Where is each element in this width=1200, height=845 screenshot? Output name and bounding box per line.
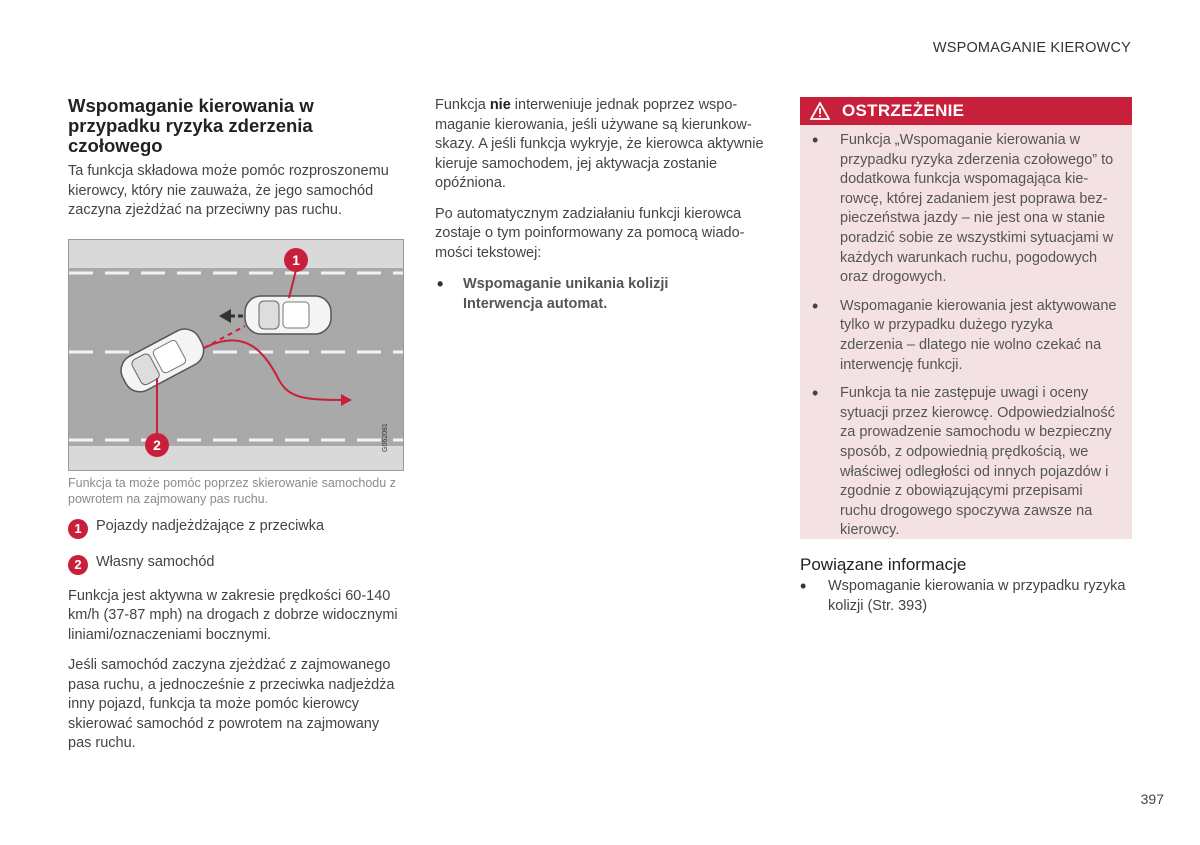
marker-1-label: 1 [292, 251, 300, 268]
legend-item [68, 517, 406, 539]
road-diagram [69, 240, 403, 470]
legend-badge: 1 [68, 519, 88, 539]
figure-caption: Funkcja ta może pomóc poprzez skierowanie samochodu z powrotem na zajmowany pas ruchu. [68, 475, 396, 506]
page-header: WSPOMAGANIE KIEROWCY [932, 40, 1131, 56]
text-segment: interweniuje jednak poprzez wspomaganie kierowania, jeśli używane są kierunkowskazy. A jeśli funkcja wykryje, że kierowca aktywnie kieruje samochodem, jej aktywacja zostanie opóźniona. [435, 97, 764, 191]
message-item [435, 275, 765, 314]
text-segment: Funkcja [435, 97, 490, 113]
legend-badge: 2 [68, 555, 88, 575]
column-middle [435, 96, 765, 314]
column-left [68, 96, 406, 754]
related-info-title: Powiązane informacje [800, 555, 967, 574]
paragraph-speed-range: Funkcja jest aktywna w zakresie prędkości 60-140 km/h (37-87 mph) na drogach z dobrze widocznymi liniami/oznaczeniami bocznymi. [68, 587, 398, 643]
warning-header [800, 97, 1132, 125]
legend-item [68, 553, 406, 575]
warning-item: • Funkcja ta nie zastępuje uwagi i oceny sytuacji przez kierowcę. Odpowiedzialność za prowadzenie samochodu w bezpieczny sposób, z odpowiednią prędkością, we właściwej odległości od innych pojazdów i zgodnie z obowiązującymi przepisami ruchu drogowego spoczywa zawsze na kierowcy. [800, 384, 1118, 541]
warning-box [800, 97, 1132, 539]
related-info-link[interactable]: • Wspomaganie kierowania w przypadku ryzyka kolizji (Str. 393) [800, 577, 1140, 616]
message-line-1: Wspomaganie unikania kolizji [463, 276, 669, 292]
warning-list [800, 131, 1132, 541]
marker-2-label: 2 [153, 436, 161, 453]
related-info-list [800, 577, 1140, 616]
warning-triangle-icon [810, 102, 830, 120]
paragraph-function-description: Jeśli samochód zaczyna zjeżdżać z zajmowanego pasa ruchu, a jednocześnie z przeciwka nadjeżdża inny pojazd, funkcja ta może pomóc kierowcy skierować samochód z powrotem na zajmowany pas ruchu. [68, 657, 395, 751]
road-surface [69, 268, 403, 446]
warning-item: • Wspomaganie kierowania jest aktywowane tylko w przypadku dużego ryzyka zderzenia – dlatego nie wolno czekać na interwencję funkcji. [800, 297, 1118, 375]
warning-item: • Funkcja „Wspomaganie kierowania w przypadku ryzyka zderzenia czołowego” to dodatkowa funkcja wspomagająca kierowcę, której zadaniem jest poprawa bezpieczeństwa jazdy – nie jest ona w stanie poradzić sobie ze wszystkimi sytuacjami w każdych warunkach ruchu, pogodowych oraz drogowych. [800, 131, 1118, 288]
page-number: 397 [1140, 791, 1164, 807]
paragraph-notification: Po automatycznym zadziałaniu funkcji kierowca zostaje o tym poinformowany za pomocą wiadomości tekstowej: [435, 205, 745, 261]
warning-title: OSTRZEŻENIE [842, 101, 965, 120]
intro-paragraph: Ta funkcja składowa może pomóc rozproszonemu kierowcy, który nie zauważa, że jego samochód zaczyna zjeżdżać na przeciwny pas ruchu. [68, 163, 389, 218]
message-list [435, 275, 765, 314]
legend-text: Pojazdy nadjeżdżające z przeciwka [96, 517, 325, 534]
emphasis-text: nie [489, 97, 511, 113]
message-line-2: Interwencja automat. [463, 295, 608, 312]
figure-code: G062081 [382, 422, 389, 452]
oncoming-car-icon [245, 296, 331, 334]
section-title: Wspomaganie kierowania w przypadku ryzyka zderzenia czołowego [68, 95, 314, 156]
legend-text: Własny samochód [96, 553, 215, 570]
related-info-section [800, 555, 1140, 616]
paragraph-turn-signals [435, 96, 765, 194]
illustration-figure [68, 239, 404, 471]
